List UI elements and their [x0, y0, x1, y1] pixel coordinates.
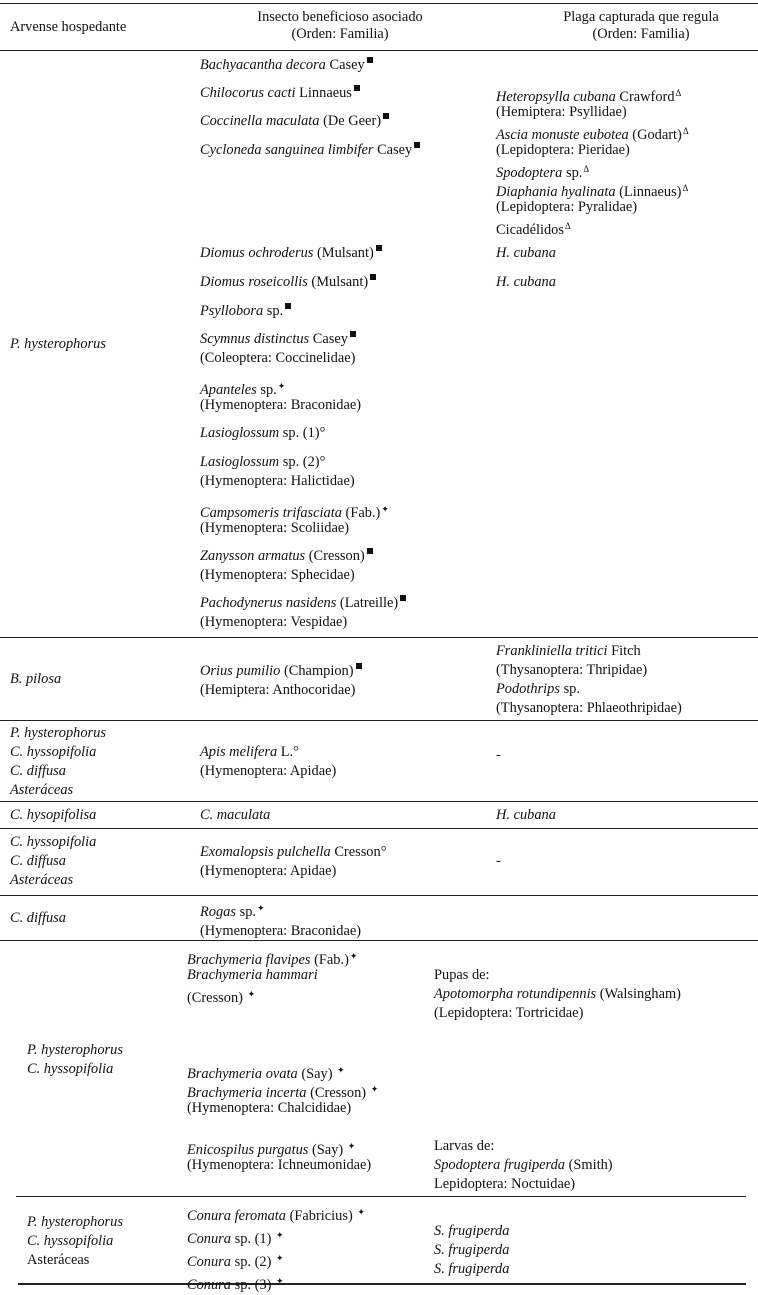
insect-entry: [187, 1272, 365, 1295]
species-name: Apis melifera: [200, 744, 278, 760]
square-symbol: [367, 548, 373, 554]
species-name: S. frugiperda: [434, 1261, 510, 1277]
species-name: H. cubana: [496, 245, 556, 261]
insect-entry: [187, 1226, 365, 1249]
species-author: sp. (2): [234, 1254, 272, 1270]
species-author: (Champion): [283, 663, 354, 679]
species-author: sp.: [239, 904, 256, 920]
host-name: C. diffusa: [10, 763, 66, 779]
host-name: C. hyssopifolia: [10, 744, 97, 760]
species-name: Conura feromata: [187, 1208, 287, 1224]
order-family: (Lepidoptera: Tortricidae): [434, 1005, 584, 1021]
cross-symbol: ✦: [337, 1065, 345, 1075]
species-name: Pachodynerus nasidens: [200, 595, 337, 611]
species-name: Chilocorus cacti: [200, 85, 296, 101]
degree-symbol: °: [319, 454, 326, 470]
species-author: (Say): [301, 1066, 333, 1082]
insect-entry: [200, 84, 360, 103]
species-name: Diaphania hyalinata: [496, 184, 616, 200]
cross-symbol: ✦: [381, 504, 389, 514]
order-family: (Lepidoptera: Pieridae): [496, 142, 630, 158]
host-cell: [10, 724, 106, 800]
species-author: (Fab.): [314, 952, 349, 968]
insect-entry: [200, 273, 376, 292]
species-author: (Walsingham): [599, 986, 681, 1002]
species-author: sp. (2): [282, 454, 320, 470]
species-name: Brachymeria hammari: [187, 967, 318, 983]
cross-symbol: ✦: [357, 1207, 365, 1217]
species-author: sp.: [565, 165, 583, 181]
species-author: (Cresson): [310, 1085, 367, 1101]
species-author: Cresson: [334, 844, 381, 860]
species-author: (Latreille): [339, 595, 399, 611]
square-symbol: [370, 274, 376, 280]
pest-label: Larvas de:: [434, 1138, 495, 1154]
species-author: Crawford: [619, 89, 675, 105]
species-author: (Say): [312, 1142, 344, 1158]
species-author: (Mulsant): [311, 274, 369, 290]
species-name: Exomalopsis pulchella: [200, 844, 331, 860]
pest-column: [434, 1222, 509, 1279]
insect-entry: [200, 56, 373, 75]
pest-entry: [496, 217, 571, 240]
order-family: (Lepidoptera: Pyralidae): [496, 199, 638, 215]
square-symbol: [285, 303, 291, 309]
species-name: Apanteles: [200, 382, 257, 398]
order-family: (Thysanoptera: Thripidae): [496, 662, 648, 678]
species-author: (Linnaeus): [619, 184, 682, 200]
square-symbol: [383, 113, 389, 119]
species-name: Orius pumilio: [200, 663, 281, 679]
species-name: Cicadélidos: [496, 222, 564, 238]
header-arvense: Arvense hospedante: [10, 19, 127, 35]
insect-line: [200, 899, 361, 922]
pest-entry: [496, 244, 556, 263]
square-symbol: [367, 57, 373, 63]
insect-entry: [187, 966, 318, 985]
insect-entry: [187, 1249, 365, 1272]
pest-entry: [496, 806, 556, 825]
pest-line: [496, 680, 682, 699]
host-name: Asteráceas: [10, 872, 74, 888]
host-cell: [27, 1213, 123, 1270]
triangle-symbol: Δ: [564, 221, 571, 231]
square-symbol: [356, 663, 362, 669]
header-insecto: [200, 9, 480, 43]
species-author: Linnaeus: [299, 85, 352, 101]
species-name: Conura: [187, 1277, 231, 1293]
insect-entry: [200, 424, 325, 443]
species-author: (De Geer): [323, 113, 382, 129]
triangle-symbol: Δ: [583, 164, 590, 174]
species-author: Casey: [312, 331, 348, 347]
cross-symbol: ✦: [349, 951, 358, 961]
insect-entry: [187, 985, 255, 1008]
host-name: Asteráceas: [27, 1252, 90, 1268]
species-name: Cycloneda sanguinea limbifer: [200, 142, 374, 158]
species-name: Spodoptera: [496, 165, 563, 181]
insect-entry: [200, 662, 362, 700]
order-family: (Coleoptera: Coccinelidae): [200, 350, 356, 366]
header-insecto-line1: Insecto beneficioso asociado: [257, 9, 423, 25]
order-family: (Hymenoptera: Chalcididae): [187, 1100, 352, 1116]
cross-symbol: ✦: [247, 989, 256, 999]
species-name: Brachymeria ovata: [187, 1066, 298, 1082]
species-name: Podothrips: [496, 681, 560, 697]
host-name: P. hysterophorus: [27, 1042, 123, 1058]
pest-empty: -: [496, 853, 501, 869]
species-author: (Smith): [568, 1157, 613, 1173]
insect-entry: [200, 806, 270, 825]
pest-line: [496, 642, 682, 661]
species-author: Casey: [329, 57, 365, 73]
species-name: H. cubana: [496, 807, 556, 823]
species-author: sp. (3): [234, 1277, 272, 1293]
order-family: (Hymenoptera: Ichneumonidae): [187, 1157, 372, 1173]
species-author: sp.: [563, 681, 580, 697]
order-family: (Hymenoptera: Braconidae): [200, 397, 362, 413]
insect-line: [200, 843, 386, 862]
cross-symbol: ✦: [275, 1253, 284, 1263]
square-symbol: [400, 595, 406, 601]
host-name: C. diffusa: [10, 853, 66, 869]
species-name: Psyllobora: [200, 303, 264, 319]
species-name: Zanysson armatus: [200, 548, 306, 564]
species-name: C. maculata: [200, 807, 271, 823]
cross-symbol: ✦: [347, 1141, 356, 1151]
row-rule: [0, 895, 758, 896]
species-author: (Fab.): [345, 505, 381, 521]
insect-column: [187, 1203, 365, 1295]
row-rule: [0, 801, 758, 802]
pest-label: Pupas de:: [434, 967, 490, 983]
species-author: (Cresson): [308, 548, 365, 564]
insect-entry: [200, 453, 325, 472]
species-author: sp.: [266, 303, 284, 319]
species-name: Rogas: [200, 904, 236, 920]
insect-entry: [200, 743, 336, 781]
species-author: sp. (1): [282, 425, 320, 441]
order-family: (Hymenoptera: Apidae): [200, 763, 337, 779]
square-symbol: [350, 331, 356, 337]
species-name: Brachymeria incerta: [187, 1085, 307, 1101]
host-name: C. hysopifolisa: [10, 807, 97, 823]
species-name: Conura: [187, 1231, 231, 1247]
insect-line: [200, 743, 336, 762]
cross-symbol: ✦: [257, 903, 265, 913]
species-author: sp. (1): [234, 1231, 272, 1247]
species-author: (Mulsant): [317, 245, 374, 261]
cross-symbol: ✦: [370, 1084, 379, 1094]
square-symbol: [376, 245, 382, 251]
species-name: Apotomorpha rotundipennis: [434, 986, 597, 1002]
header-rule: [0, 50, 758, 51]
bottom-rule: [18, 1283, 746, 1285]
species-name: Coccinella maculata: [200, 113, 320, 129]
species-author: (Godart): [632, 127, 682, 143]
host-name: P. hysterophorus: [27, 1214, 123, 1230]
species-name: H. cubana: [496, 274, 556, 290]
species-name: Lasioglossum: [200, 454, 280, 470]
header-insecto-line2: (Orden: Familia): [291, 26, 389, 42]
host-name: B. pilosa: [10, 671, 62, 687]
species-name: S. frugiperda: [434, 1223, 510, 1239]
host-name: P. hysterophorus: [10, 725, 106, 741]
top-rule: [0, 3, 758, 4]
host-cell: [10, 833, 96, 890]
order-family: (Hymenoptera: Sphecidae): [200, 567, 355, 583]
host-name: C. diffusa: [10, 910, 66, 926]
pest-empty: -: [496, 747, 501, 763]
order-family: (Hymenoptera: Vespidae): [200, 614, 348, 630]
row-rule: [0, 828, 758, 829]
insect-entry: [200, 141, 420, 160]
insect-entry: [200, 244, 382, 263]
cross-symbol: ✦: [275, 1230, 284, 1240]
species-name: Lasioglossum: [200, 425, 280, 441]
header-plaga: [516, 9, 758, 43]
species-name: Diomus roseicollis: [200, 274, 308, 290]
host-cell: [10, 806, 96, 825]
host-cell: [10, 335, 106, 354]
row-rule: [0, 637, 758, 638]
insect-line: [200, 662, 362, 681]
pest-entry: [496, 642, 682, 718]
species-name: Frankliniella tritici: [496, 643, 608, 659]
row-rule: [16, 1196, 746, 1197]
host-name: C. hyssopifolia: [27, 1233, 114, 1249]
order-family: (Hymenoptera: Braconidae): [200, 923, 362, 939]
species-author: (Cresson): [187, 990, 243, 1006]
species-name: Ascia monuste eubotea: [496, 127, 629, 143]
order-family: (Hymenoptera: Apidae): [200, 863, 337, 879]
species-author: Fitch: [611, 643, 641, 659]
species-author: sp.: [260, 382, 277, 398]
degree-symbol: °: [319, 425, 326, 441]
host-name: P. hysterophorus: [10, 336, 106, 352]
triangle-symbol: Δ: [682, 183, 689, 193]
row-rule: [0, 720, 758, 721]
host-cell: [10, 909, 66, 928]
insect-entry: [200, 547, 373, 566]
species-name: Diomus ochroderus: [200, 245, 314, 261]
species-author: (Fabricius): [289, 1208, 353, 1224]
pest-entry: [434, 985, 681, 1004]
degree-symbol: °: [380, 844, 387, 860]
order-family: (Hymenoptera: Scoliidae): [200, 520, 350, 536]
insect-entry: [200, 302, 291, 321]
species-name: Brachymeria flavipes: [187, 952, 311, 968]
triangle-symbol: Δ: [675, 88, 682, 98]
header-plaga-line1: Plaga capturada que regula: [563, 9, 719, 25]
order-family: (Hymenoptera: Halictidae): [200, 473, 355, 489]
square-symbol: [354, 85, 360, 91]
host-name: Asteráceas: [10, 782, 74, 798]
species-name: S. frugiperda: [434, 1242, 510, 1258]
species-author: L.: [280, 744, 294, 760]
order-family: (Hemiptera: Psyllidae): [496, 104, 627, 120]
cross-symbol: ✦: [275, 1276, 284, 1286]
order-family: (Hemiptera: Anthocoridae): [200, 682, 356, 698]
degree-symbol: °: [293, 744, 299, 760]
host-name: C. hyssopifolia: [10, 834, 97, 850]
pest-entry: [434, 1156, 613, 1175]
insect-entry: [200, 330, 356, 349]
host-name: C. hyssopifolia: [27, 1061, 114, 1077]
header-plaga-line2: (Orden: Familia): [592, 26, 690, 42]
square-symbol: [414, 142, 420, 148]
species-author: Casey: [377, 142, 413, 158]
pest-entry: [496, 273, 556, 292]
species-name: Spodoptera frugiperda: [434, 1157, 565, 1173]
row-rule: [0, 940, 758, 941]
species-name: Heteropsylla cubana: [496, 89, 616, 105]
host-cell: [10, 670, 61, 689]
insect-entry: [200, 112, 389, 131]
insect-entry: [187, 1203, 365, 1226]
insect-entry: [200, 899, 361, 941]
species-name: Scymnus distinctus: [200, 331, 310, 347]
species-name: Enicospilus purgatus: [187, 1142, 309, 1158]
triangle-symbol: Δ: [682, 126, 689, 136]
cross-symbol: ✦: [277, 381, 286, 391]
insect-entry: [200, 594, 406, 613]
species-name: Campsomeris trifasciata: [200, 505, 342, 521]
host-cell: [27, 1041, 123, 1079]
species-name: Bachyacantha decora: [200, 57, 326, 73]
order-family: Lepidoptera: Noctuidae): [434, 1176, 576, 1192]
insect-entry: [200, 843, 386, 881]
species-name: Conura: [187, 1254, 231, 1270]
order-family: (Thysanoptera: Phlaeothripidae): [496, 700, 682, 716]
